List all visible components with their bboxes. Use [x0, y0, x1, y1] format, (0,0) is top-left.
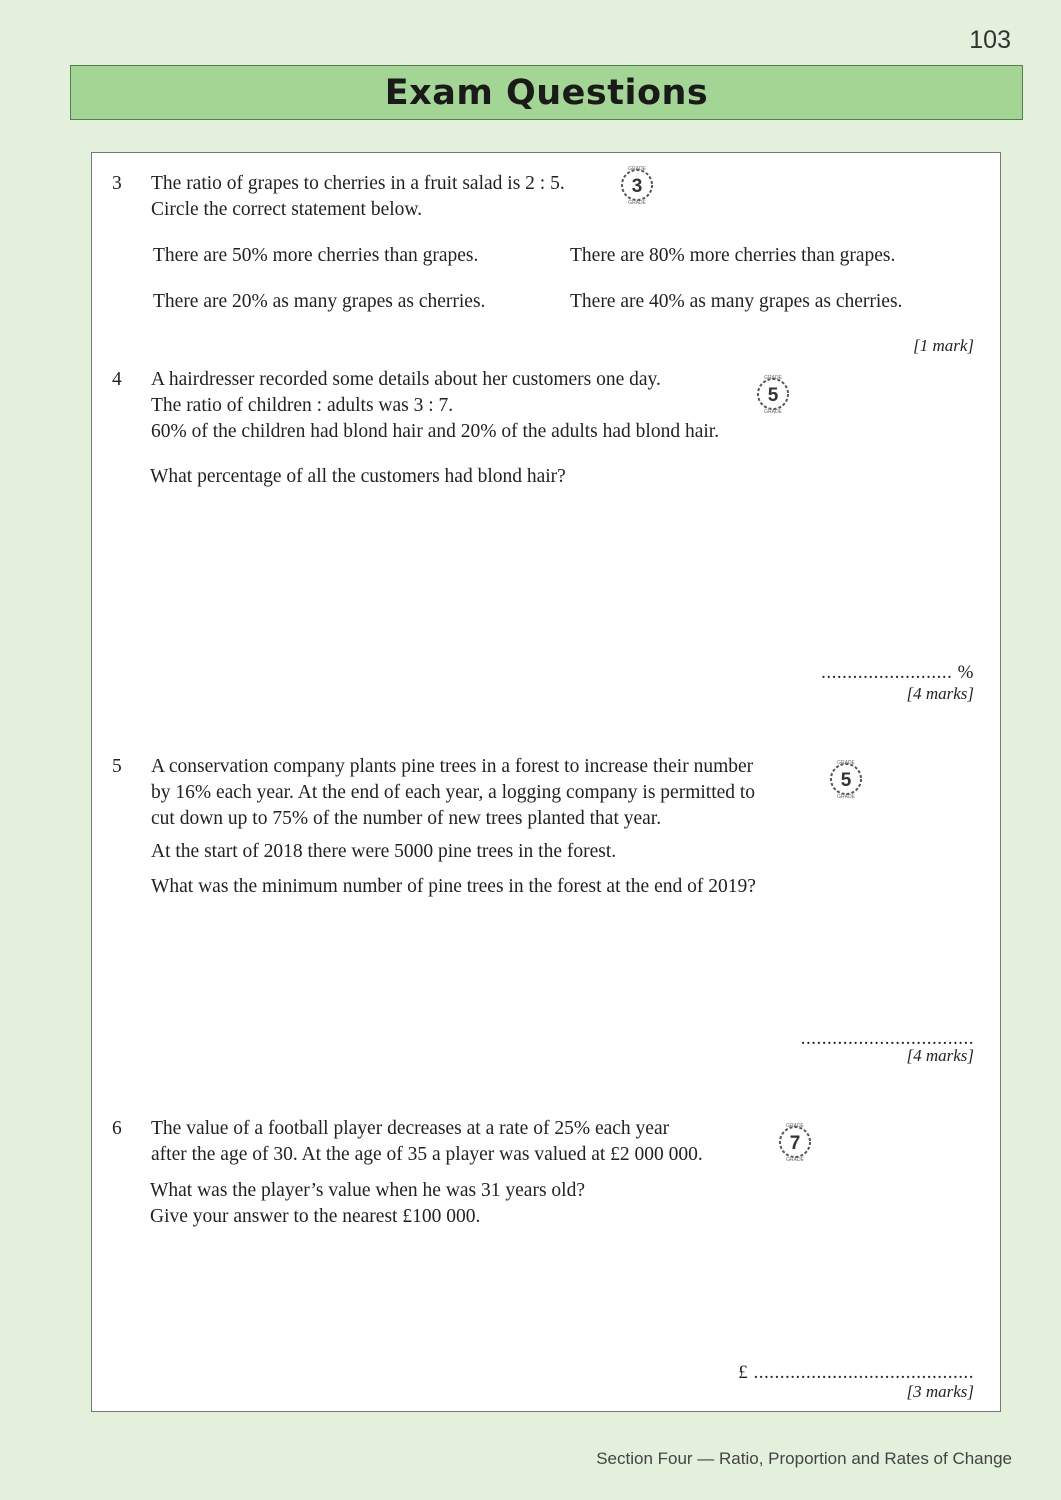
answer-field[interactable]: £ .......................................... — [738, 1362, 974, 1383]
svg-text:3: 3 — [631, 176, 643, 197]
svg-text:GRADE: GRADE — [837, 794, 855, 799]
statement-option[interactable]: There are 80% more cherries than grapes. — [570, 245, 896, 266]
section-footer: Section Four — Ratio, Proportion and Rates of Change — [596, 1449, 1012, 1468]
answer-field[interactable]: ......................... % — [821, 662, 974, 683]
svg-text:GRADE: GRADE — [764, 409, 782, 414]
marks-label: [4 marks] — [906, 684, 974, 703]
question-text: What was the minimum number of pine trees in the forest at the end of 2019? — [151, 876, 756, 897]
question-text: Give your answer to the nearest £100 000. — [150, 1206, 481, 1227]
marks-label: [3 marks] — [906, 1382, 974, 1401]
question-text: Circle the correct statement below. — [151, 199, 423, 220]
question-text: What percentage of all the customers had blond hair? — [150, 466, 566, 487]
marks-label: [1 mark] — [913, 336, 974, 355]
question-text: What was the player’s value when he was 31 years old? — [150, 1180, 585, 1201]
statement-option[interactable]: There are 40% as many grapes as cherries. — [570, 291, 903, 312]
grade-badge-icon — [617, 165, 657, 205]
page-title: Exam Questions — [384, 72, 709, 113]
question-text: cut down up to 75% of the number of new trees planted that year. — [151, 808, 662, 829]
svg-text:5: 5 — [840, 770, 852, 791]
svg-text:GRADE: GRADE — [786, 1123, 804, 1129]
question-text: A conservation company plants pine trees in a forest to increase their number — [151, 756, 754, 777]
question-text: 60% of the children had blond hair and 20% of the adults had blond hair. — [151, 421, 720, 442]
svg-text:GRADE: GRADE — [628, 166, 646, 172]
question-text: by 16% each year. At the end of each year, a logging company is permitted to — [151, 782, 756, 803]
page-number: 103 — [969, 26, 1011, 54]
question-text: The ratio of grapes to cherries in a fruit salad is 2 : 5. — [151, 173, 565, 194]
statement-option[interactable]: There are 20% as many grapes as cherries. — [153, 291, 486, 312]
grade-badge-icon — [753, 374, 793, 414]
question-text: A hairdresser recorded some details about her customers one day. — [151, 369, 661, 390]
answer-field[interactable]: ................................. — [800, 1028, 974, 1049]
questions-box — [91, 152, 1001, 1412]
grade-badge-icon — [826, 759, 866, 799]
question-number: 4 — [112, 369, 122, 390]
question-text: The value of a football player decreases at a rate of 25% each year — [151, 1118, 670, 1139]
question-number: 6 — [112, 1118, 122, 1139]
svg-text:7: 7 — [789, 1133, 801, 1154]
svg-text:GRADE: GRADE — [786, 1157, 804, 1162]
grade-badge-icon — [775, 1122, 815, 1162]
question-number: 5 — [112, 756, 122, 777]
svg-text:GRADE: GRADE — [628, 200, 646, 205]
svg-text:GRADE: GRADE — [764, 375, 782, 381]
question-text: after the age of 30. At the age of 35 a player was valued at £2 000 000. — [151, 1144, 703, 1165]
question-text: The ratio of children : adults was 3 : 7. — [151, 395, 454, 416]
svg-text:5: 5 — [767, 385, 779, 406]
statement-option[interactable]: There are 50% more cherries than grapes. — [153, 245, 479, 266]
marks-label: [4 marks] — [906, 1046, 974, 1065]
question-number: 3 — [112, 173, 122, 194]
title-banner — [70, 65, 1023, 120]
svg-text:GRADE: GRADE — [837, 760, 855, 766]
question-text: At the start of 2018 there were 5000 pine trees in the forest. — [151, 841, 617, 862]
